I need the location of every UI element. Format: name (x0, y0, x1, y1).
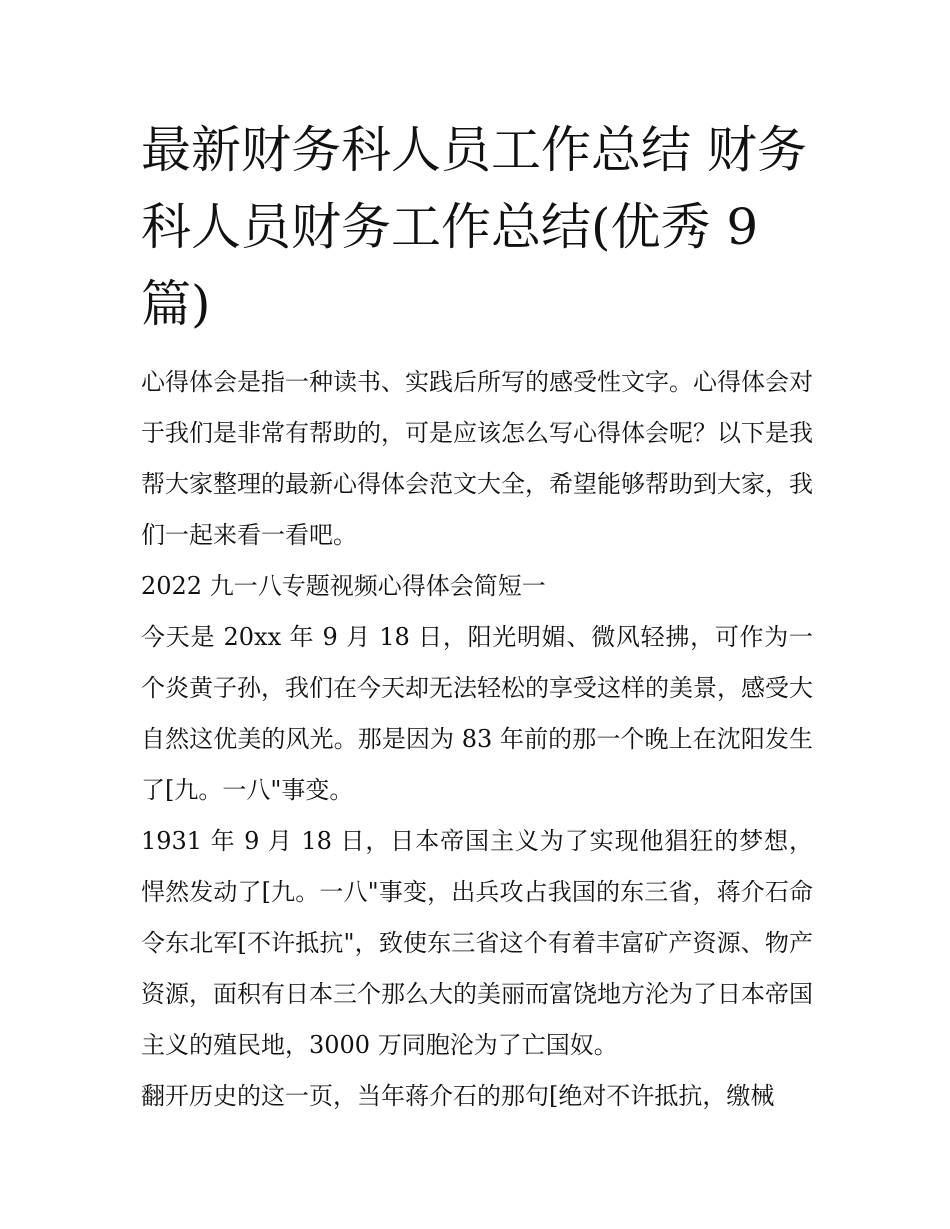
paragraph-today: 今天是 20xx 年 9 月 18 日，阳光明媚、微风轻拂，可作为一个炎黄子孙，我们在今天却无法轻松的享受这样的美景，感受大自然这优美的风光。那是因为 83 年前的那一个晚上在沈阳发生了[九。一八"事变。 (141, 623, 813, 804)
paragraph-section-heading: 2022 九一八专题视频心得体会简短一 (141, 572, 546, 600)
paragraph-1931: 1931 年 9 月 18 日，日本帝国主义为了实现他猖狂的梦想，悍然发动了[九。一八"事变，出兵攻占我国的东三省，蒋介石命令东北军[不许抵抗"，致使东三省这个有着丰富矿产资源、物产资源，面积有日本三个那么大的美丽而富饶地方沦为了日本帝国主义的殖民地，3000 万同胞沦为了亡国奴。 (141, 827, 813, 1059)
paragraph-intro: 心得体会是指一种读书、实践后所写的感受性文字。心得体会对于我们是非常有帮助的，可是应该怎么写心得体会呢？以下是我帮大家整理的最新心得体会范文大全，希望能够帮助到大家，我们一起来看一看吧。 (141, 368, 813, 549)
document-body (141, 357, 813, 1122)
document-title: 最新财务科人员工作总结 财务科人员财务工作总结(优秀 9 篇) (141, 121, 807, 333)
document-page (141, 112, 813, 1122)
paragraph-history: 翻开历史的这一页，当年蒋介石的那句[绝对不许抵抗，缴械 (141, 1082, 775, 1110)
